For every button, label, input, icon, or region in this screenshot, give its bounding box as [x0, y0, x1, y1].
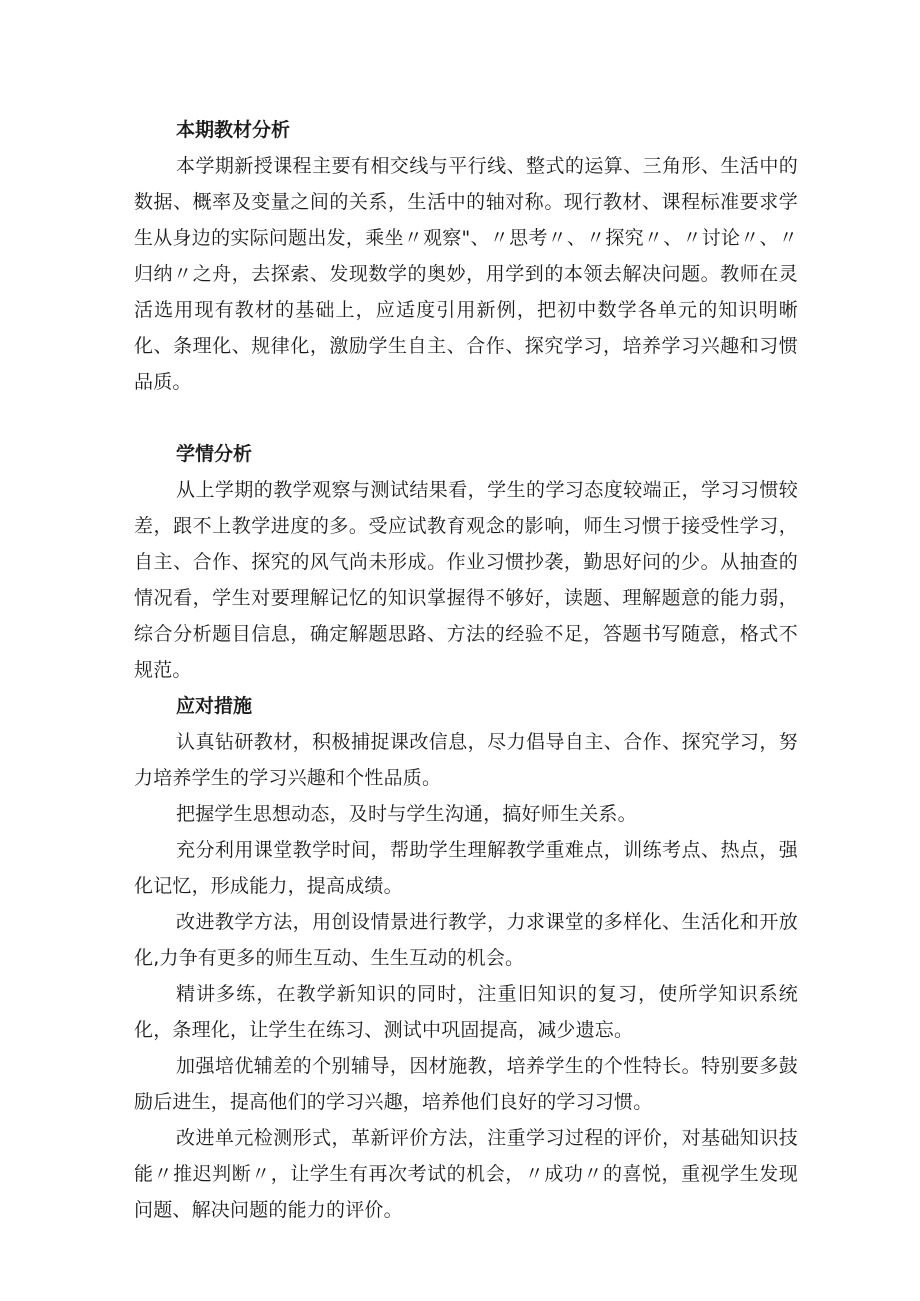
student-analysis-paragraph: 从上学期的教学观察与测试结果看，学生的学习态度较端正，学习习惯较差，跟不上教学进度的多。受应试教育观念的影响，师生习惯于接受性学习，自主、合作、探究的风气尚未形成。作业习惯抄袭，勤思好问的少。从抽查的情况看，学生对要理解记忆的知识掌握得不够好，读题、理解题意的能力弱，综合分析题目信息，确定解题思路、方法的经验不足，答题书写随意，格式不规范。	[134, 479, 798, 681]
countermeasure-item: 充分利用课堂教学时间，帮助学生理解教学重难点，训练考点、热点，强化记忆，形成能力，提高成绩。	[134, 839, 798, 897]
countermeasure-item: 改进教学方法，用创设情景进行教学，力求课堂的多样化、生活化和开放化,力争有更多的师生互动、生生互动的机会。	[134, 911, 798, 969]
section-heading-countermeasures: 应对措施	[176, 695, 253, 717]
countermeasure-item: 认真钻研教材，积极捕捉课改信息，尽力倡导自主、合作、探究学习，努力培养学生的学习兴趣和个性品质。	[134, 731, 798, 789]
section-heading-textbook-analysis: 本期教材分析	[176, 119, 291, 141]
document-page	[134, 112, 798, 1228]
countermeasure-item: 加强培优辅差的个别辅导，因材施教，培养学生的个性特长。特别要多鼓励后进生，提高他们的学习兴趣，培养他们良好的学习习惯。	[134, 1055, 798, 1113]
countermeasure-item: 精讲多练，在教学新知识的同时，注重旧知识的复习，使所学知识系统化，条理化，让学生在练习、测试中巩固提高，减少遗忘。	[134, 983, 798, 1041]
textbook-analysis-paragraph: 本学期新授课程主要有相交线与平行线、整式的运算、三角形、生活中的数据、概率及变量之间的关系，生活中的轴对称。现行教材、课程标准要求学生从身边的实际问题出发，乘坐〃观察"、〃思考〃、〃探究〃、〃讨论〃、〃归纳〃之舟，去探索、发现数学的奥妙，用学到的本领去解决问题。教师在灵活选用现有教材的基础上，应适度引用新例，把初中数学各单元的知识明晰化、条理化、规律化，激励学生自主、合作、探究学习，培养学习兴趣和习惯品质。	[134, 155, 798, 393]
countermeasure-item: 把握学生思想动态，及时与学生沟通，搞好师生关系。	[176, 803, 637, 825]
section-heading-student-analysis: 学情分析	[176, 443, 253, 465]
countermeasure-item: 改进单元检测形式，革新评价方法，注重学习过程的评价，对基础知识技能〃推迟判断〃，让学生有再次考试的机会，〃成功〃的喜悦，重视学生发现问题、解决问题的能力的评价。	[134, 1127, 798, 1221]
